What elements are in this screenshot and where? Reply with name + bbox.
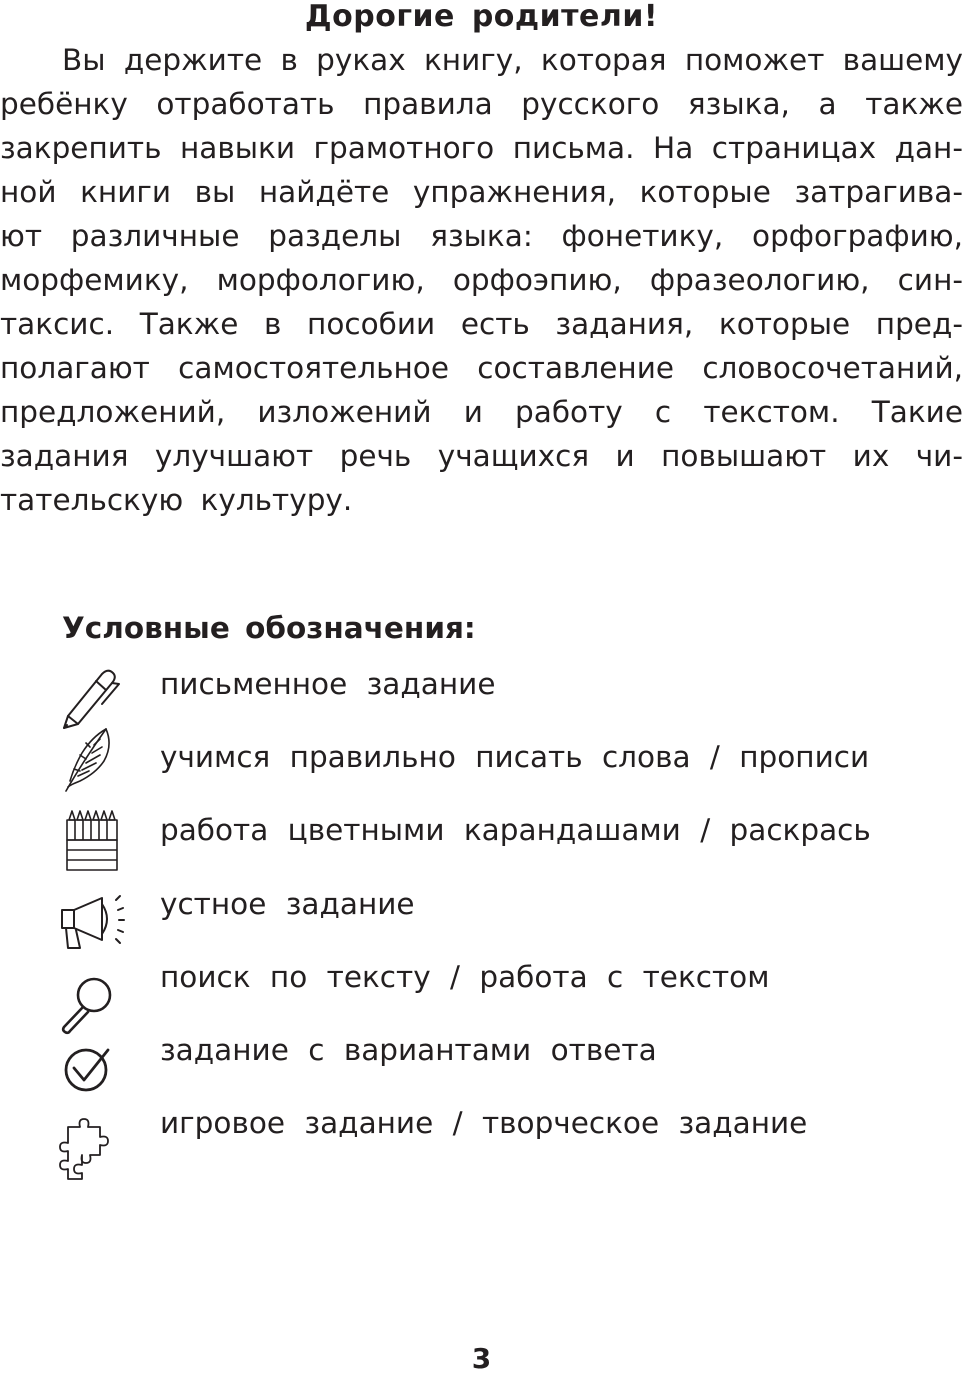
pencils-box-icon xyxy=(56,804,126,874)
puzzle-piece-icon xyxy=(56,1113,126,1183)
page-number: 3 xyxy=(471,1342,492,1375)
feather-quill-icon xyxy=(56,723,126,793)
intro-line: морфемику, морфологию, орфоэпию, фразеологию, син- xyxy=(0,263,963,297)
intro-line: Вы держите в руках книгу, которая поможет вашему xyxy=(62,43,963,77)
intro-line: ной книги вы найдёте упражнения, которые затрагива- xyxy=(0,175,963,209)
intro-line: задания улучшают речь учащихся и повышают их чи- xyxy=(0,439,963,473)
intro-line: предложений, изложений и работу с текстом. Такие xyxy=(0,395,963,429)
intro-line: ют различные разделы языка: фонетику, орфографию, xyxy=(0,219,963,253)
legend-label: учимся правильно писать слова / прописи xyxy=(160,740,870,774)
legend-item-text-search xyxy=(0,957,963,1027)
magnifier-icon xyxy=(56,967,126,1037)
legend-label: поиск по тексту / работа с текстом xyxy=(160,960,770,994)
legend-label: устное задание xyxy=(160,887,415,921)
megaphone-icon xyxy=(56,890,126,960)
intro-line: ребёнку отработать правила русского языка, а также xyxy=(0,87,963,121)
legend-item-game-task xyxy=(0,1103,963,1173)
legend-item-oral-task xyxy=(0,884,963,954)
legend-item-coloring xyxy=(0,810,963,880)
intro-line: закрепить навыки грамотного письма. На страницах дан- xyxy=(0,131,963,165)
intro-line: полагают самостоятельное составление словосочетаний, xyxy=(0,351,963,385)
intro-line: тательскую культуру. xyxy=(0,483,353,517)
legend-item-multiple-choice xyxy=(0,1030,963,1100)
legend-label: работа цветными карандашами / раскрась xyxy=(160,813,871,847)
legend-label: игровое задание / творческое задание xyxy=(160,1106,808,1140)
intro-line: таксис. Также в пособии есть задания, которые пред- xyxy=(0,307,963,341)
legend-item-handwriting xyxy=(0,737,963,807)
checkmark-circle-icon xyxy=(56,1038,126,1108)
legend-item-written-task xyxy=(0,664,963,734)
legend-title: Условные обозначения: xyxy=(62,611,476,645)
page-heading: Дорогие родители! xyxy=(304,0,659,34)
legend-label: письменное задание xyxy=(160,667,496,701)
legend-label: задание с вариантами ответа xyxy=(160,1033,657,1067)
